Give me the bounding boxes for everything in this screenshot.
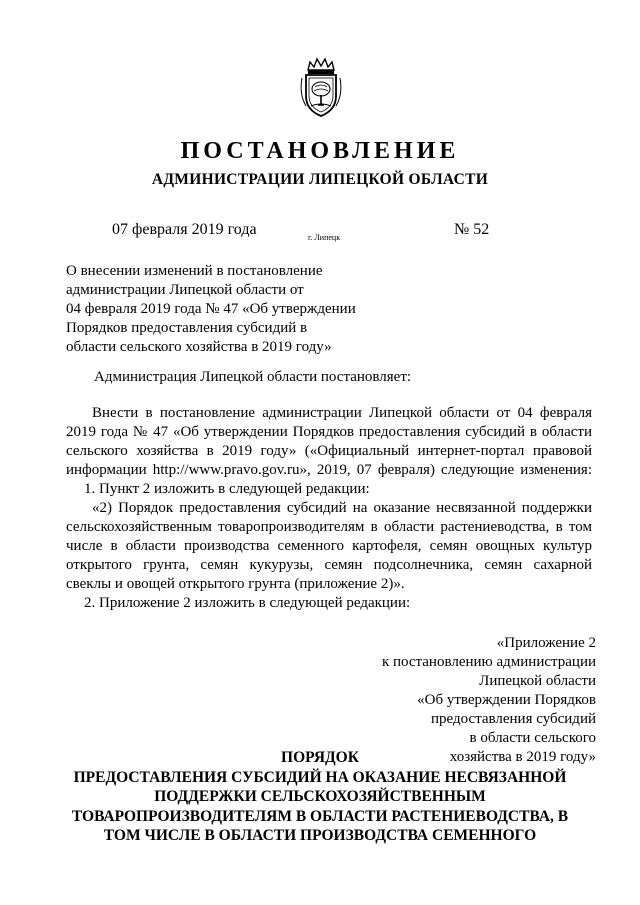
- quote-line: свеклы и овощей открытого грунта (приложение 2)».: [66, 576, 405, 592]
- document-title: ПОСТАНОВЛЕНИЕ: [180, 138, 460, 164]
- quote-line: сельскохозяйственным товаропроизводителям в области растениеводства, в том: [66, 519, 592, 535]
- quote-line: числе в области производства семенного картофеля, семян овощных культур: [66, 538, 592, 554]
- appendix-line: предоставления субсидий: [430, 711, 596, 727]
- order-heading-line: ТОВАРОПРОИЗВОДИТЕЛЯМ В ОБЛАСТИ РАСТЕНИЕВОДСТВА, В: [71, 807, 569, 825]
- order-heading-line: ПОДДЕРЖКИ СЕЛЬСКОХОЗЯЙСТВЕННЫМ: [154, 788, 486, 805]
- body-line: Внести в постановление администрации Липецкой области от 04 февраля: [92, 405, 592, 421]
- document-body: [66, 404, 592, 613]
- list-item-1: 1. Пункт 2 изложить в следующей редакции:: [84, 481, 370, 497]
- subject-line: О внесении изменений в постановление: [66, 263, 323, 279]
- subject-line: администрации Липецкой области от: [66, 282, 304, 298]
- order-heading: [40, 748, 600, 846]
- document-issuer: АДМИНИСТРАЦИИ ЛИПЕЦКОЙ ОБЛАСТИ: [151, 171, 489, 188]
- list-item-2: 2. Приложение 2 изложить в следующей редакции:: [84, 595, 411, 611]
- body-line: 2019 года № 47 «Об утверждении Порядков предоставления субсидий в области: [66, 424, 592, 440]
- document-subject: [66, 262, 406, 357]
- appendix-line: хозяйства в 2019 году»: [449, 749, 596, 765]
- appendix-line: «Об утверждении Порядков: [417, 692, 596, 708]
- subject-line: Порядков предоставления субсидий в: [66, 320, 308, 336]
- appendix-line: в области сельского: [469, 730, 596, 746]
- document-number: № 52: [454, 221, 490, 238]
- document-date: 07 февраля 2019 года: [112, 221, 257, 238]
- body-line: информации http://www.pravo.gov.ru», 2019, 07 февраля) следующие изменения:: [66, 462, 592, 478]
- quote-line: открытого грунта, семян кукурузы, семян подсолнечника, семян сахарной: [66, 557, 592, 573]
- document-city: г. Липецк: [308, 233, 341, 242]
- appendix-line: Липецкой области: [479, 673, 596, 689]
- decree-statement: Администрация Липецкой области постановляет:: [94, 369, 412, 385]
- body-line: сельского хозяйства в 2019 году» («Официальный интернет-портал правовой: [66, 443, 592, 459]
- subject-line: 04 февраля 2019 года № 47 «Об утверждении: [66, 301, 356, 317]
- appendix-line: «Приложение 2: [496, 635, 596, 651]
- order-heading-line: ТОМ ЧИСЛЕ В ОБЛАСТИ ПРОИЗВОДСТВА СЕМЕННОГО: [103, 827, 537, 844]
- quote-line: «2) Порядок предоставления субсидий на оказание несвязанной поддержки: [92, 500, 592, 516]
- order-heading-line: ПРЕДОСТАВЛЕНИЯ СУБСИДИЙ НА ОКАЗАНИЕ НЕСВЯЗАННОЙ: [73, 768, 567, 786]
- appendix-line: к постановлению администрации: [381, 654, 596, 670]
- order-heading-line: ПОРЯДОК: [281, 749, 359, 766]
- coat-of-arms-icon: [296, 56, 346, 118]
- subject-line: области сельского хозяйства в 2019 году»: [66, 339, 332, 355]
